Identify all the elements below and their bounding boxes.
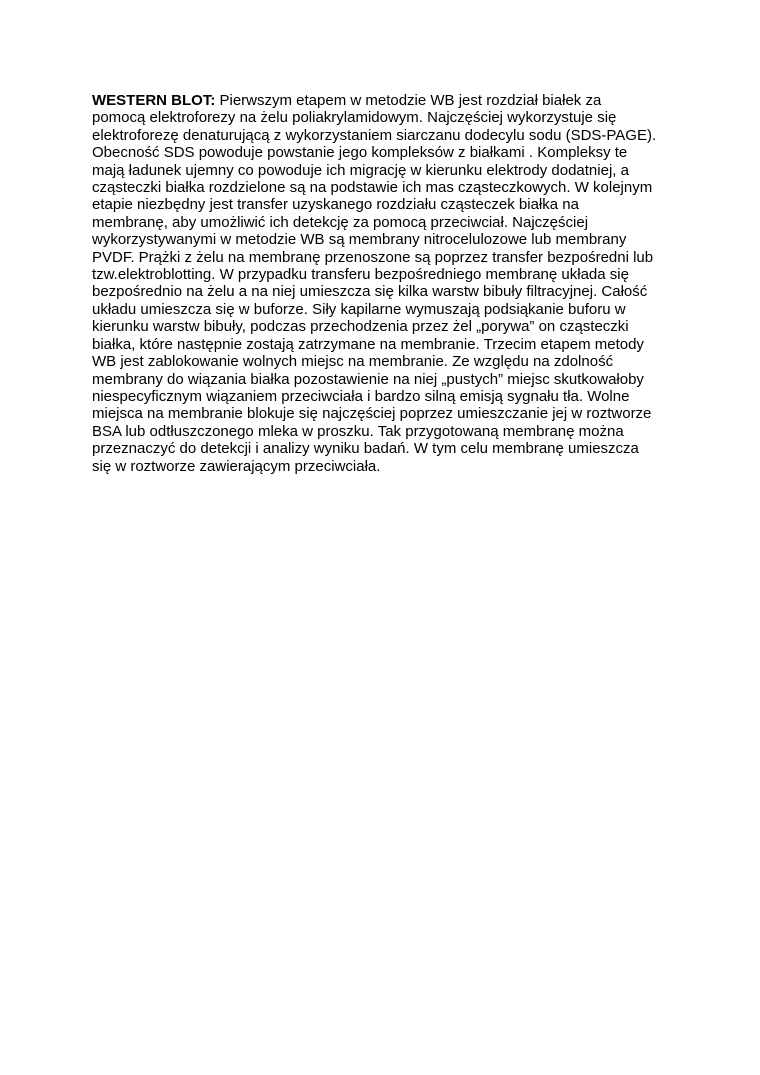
paragraph-line: miejsca na membranie blokuje się najczęściej poprzez umieszczanie jej w roztworze bbox=[92, 405, 652, 423]
paragraph-line: Obecność SDS powoduje powstanie jego kompleksów z białkami . Kompleksy te bbox=[92, 144, 628, 162]
paragraph-line: przeznaczyć do detekcji i analizy wyniku badań. W tym celu membranę umieszcza bbox=[92, 440, 639, 458]
paragraph-line: mają ładunek ujemny co powoduje ich migrację w kierunku elektrody dodatniej, a bbox=[92, 161, 629, 179]
paragraph-line: kierunku warstw bibuły, podczas przechodzenia przez żel „porywa” on cząsteczki bbox=[92, 318, 629, 336]
paragraph-line: cząsteczki białka rozdzielone są na podstawie ich mas cząsteczkowych. W kolejnym bbox=[92, 179, 653, 197]
paragraph-line: membrany do wiązania białka pozostawienie na niej „pustych” miejsc skutkowałoby bbox=[92, 370, 644, 388]
paragraph-line: się w roztworze zawierającym przeciwciała. bbox=[92, 457, 381, 475]
paragraph-line: elektroforezę denaturującą z wykorzystaniem siarczanu dodecylu sodu (SDS-PAGE). bbox=[92, 126, 657, 144]
paragraph-line: PVDF. Prążki z żelu na membranę przenoszone są poprzez transfer bezpośredni lub bbox=[92, 248, 654, 266]
paragraph-line: membranę, aby umożliwić ich detekcję za pomocą przeciwciał. Najczęściej bbox=[92, 213, 589, 231]
paragraph-line: białka, które następnie zostają zatrzymane na membranie. Trzecim etapem metody bbox=[92, 335, 644, 353]
paragraph-line: pomocą elektroforezy na żelu poliakrylamidowym. Najczęściej wykorzystuje się bbox=[92, 109, 617, 127]
paragraph-heading: WESTERN BLOT: bbox=[92, 92, 216, 109]
paragraph-line: etapie niezbędny jest transfer uzyskanego rozdziału cząsteczek białka na bbox=[92, 196, 579, 214]
paragraph-line: wykorzystywanymi w metodzie WB są membrany nitrocelulozowe lub membrany bbox=[92, 231, 627, 249]
paragraph-line: układu umieszcza się w buforze. Siły kapilarne wymuszają podsiąkanie buforu w bbox=[92, 300, 626, 318]
paragraph-line-text: Pierwszym etapem w metodzie WB jest rozdział białek za bbox=[215, 92, 602, 109]
paragraph-line: niespecyficznym wiązaniem przeciwciała i bardzo silną emisją sygnału tła. Wolne bbox=[92, 387, 630, 405]
paragraph-line: BSA lub odtłuszczonego mleka w proszku. Tak przygotowaną membranę można bbox=[92, 422, 624, 440]
paragraph-line bbox=[92, 92, 672, 109]
paragraph-line: WB jest zablokowanie wolnych miejsc na membranie. Ze względu na zdolność bbox=[92, 353, 614, 371]
paragraph bbox=[92, 92, 672, 475]
paragraph-line: tzw.elektroblotting. W przypadku transferu bezpośredniego membranę układa się bbox=[92, 266, 629, 284]
paragraph-line: bezpośrednio na żelu a na niej umieszcza się kilka warstw bibuły filtracyjnej. Całość bbox=[92, 283, 648, 301]
